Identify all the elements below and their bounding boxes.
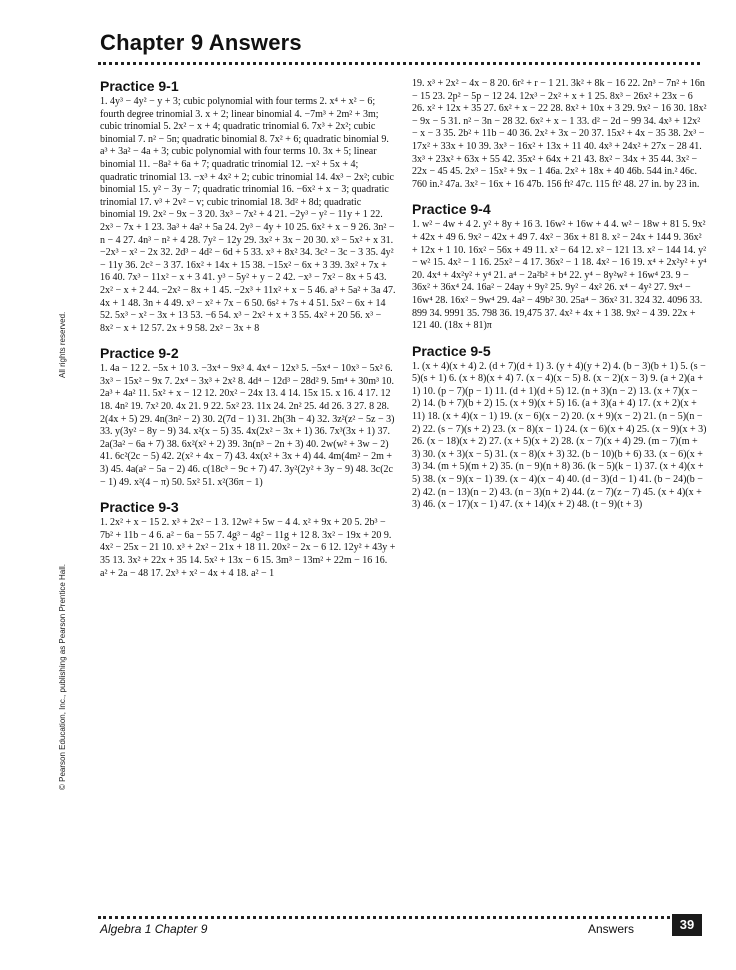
page-title: Chapter 9 Answers bbox=[100, 30, 302, 55]
practice-9-1-answers: 1. 4y³ − 4y² − y + 3; cubic polynomial with four terms 2. x⁴ + x² − 6; fourth degree trinomial 3. x + 2; linear binomial 4. −7m³ + 2m² + 3m; cubic trinomial 5. 2x² − x + 4; quadratic trinomial 6. 7x³ + 2x²; cubic binomial 7. n² − 5n; quadratic binomial 8. 7x² + 6; quadratic binomial 9. a³ + 3a² − 4a + 3; cubic polynomial with four terms 10. 3x + 5; linear binomial 11. −8a² + 6a + 7; quadratic trinomial 12. −x² + 5x + 4; quadratic trinomial 13. −x³ + 4x² + 2; cubic trinomial 14. 4x³ − 2x²; cubic binomial 15. y² − 3y − 7; quadratic trinomial 16. −6x² + x − 3; quadratic trinomial 17. v³ + 2v² − v; cubic trinomial 18. 3d² + 8d; quadratic binomial 19. 2x² − 9x − 3 20. 3x³ − 7x² + 4 21. −2y³ − y² − 11y + 1 22. 2x³ − 7x + 1 23. 3a³ + 4a² + 5a 24. 2y³ − 4y + 10 25. 6x² + x − 9 26. 3n² − n − 4 27. 4n³ − n² + 4 28. 7y² − 12y 29. 3x² + 3x − 20 30. x³ − 5x² + x 31. −2x³ − x² − 2x 32. 2d³ − 4d² − 6d + 5 33. x³ + 8x² 34. 3c² − 3c − 3 35. 4y² − 11y 36. 2c² − 3 37. 16x² + 14x + 15 38. −15x² − 6x + 3 39. 3x² + 7x + 16 40. 7x³ − 11x² − x + 3 41. y³ − 5y² + y − 2 42. −x³ − 7x² − 8x + 5 43. 2x² − x + 2 44. −2x² − 8x + 1 45. −2x³ + 11x² + x − 5 46. a³ + 5a² + 3a 47. 4x + 1 48. 3n + 4 49. x³ − x² + 7x − 6 50. 6s² + 7s + 4 51. 5x² − 6x + 14 52. 5x³ − x² − 3x + 13 53. −6 54. x³ − 2x² + x + 3 55. 4x² + 20 56. x³ − 8x² − x + 12 57. 2x + 9 58. 2x² − 3x + 8 bbox=[100, 96, 396, 334]
top-dotted-rule bbox=[98, 62, 700, 65]
practice-9-4-section bbox=[412, 201, 707, 332]
practice-9-3-answers: 1. 2x² + x − 15 2. x³ + 2x² − 1 3. 12w² + 5w − 4 4. x² + 9x + 20 5. 2b³ − 7b² + 11b − 4 6. a² − 6a − 55 7. 4g³ − 4g² − 11g + 12 8. 3x² − 19x + 20 9. 4x² − 25x − 21 10. x³ + 2x² − 21x + 18 11. 20x² − 2x − 6 12. 12y² + 43y + 35 13. 3x² + 22x + 35 14. 5x² + 13x − 6 15. 3m³ − 13m² + 22m − 16 16. a² + 2a − 48 17. 2x³ + x² − 4x + 4 18. a² − 1 bbox=[100, 517, 396, 579]
practice-9-1-heading: Practice 9-1 bbox=[100, 78, 179, 94]
practice-9-4-heading: Practice 9-4 bbox=[412, 201, 491, 218]
practice-9-2-section bbox=[100, 345, 396, 489]
practice-9-4-answers: 1. w² − 4w + 4 2. y² + 8y + 16 3. 16w² + 16w + 4 4. w² − 18w + 81 5. 9x² + 42x + 49 6. 9x² − 42x + 49 7. 4x² − 36x + 81 8. x² − 24x + 144 9. 36x² + 12x + 1 10. 16x² − 56x + 49 11. x² − 64 12. x² − 121 13. x² − 144 14. y² − w² 15. 4x² − 1 16. 25x² − 4 17. 36x² − 1 18. 4x² − 16 19. x⁴ + 2x²y² + y⁴ 20. 4x⁴ + 4x²y² + y⁴ 21. a⁴ − 2a²b² + b⁴ 22. y⁴ − 8y²w² + 16w⁴ 23. 9 − 36x² + 36x⁴ 24. 16a² − 24ay + 9y² 25. 9y² − 4x² 26. x⁴ − 4y² 27. 9x⁴ − 16w⁴ 28. 16x² − 9w⁴ 29. 4a² − 49b² 30. 25a⁴ − 36x² 31. 324 32. 4096 33. 899 34. 9991 35. 798 36. 19,475 37. 4x² + 4x + 1 38. 9x² − 4 39. 22x + 121 40. (18x + 81)π bbox=[412, 219, 707, 332]
practice-9-3-heading: Practice 9-3 bbox=[100, 499, 179, 516]
right-column bbox=[412, 78, 707, 522]
practice-9-3-section bbox=[100, 499, 396, 580]
practice-9-5-answers: 1. (x + 4)(x + 4) 2. (d + 7)(d + 1) 3. (y + 4)(y + 2) 4. (b − 3)(b + 1) 5. (s − 5)(s + 1) 6. (x + 8)(x + 4) 7. (x − 4)(x − 5) 8. (x − 2)(x − 3) 9. (a + 2)(a + 1) 10. (p − 7)(p − 1) 11. (d + 1)(d + 5) 12. (n + 3)(n − 2) 13. (x + 7)(x − 2) 14. (b + 7)(b + 2) 15. (x + 9)(x + 5) 16. (a + 3)(a + 4) 17. (x + 2)(x + 11) 18. (x + 4)(x − 1) 19. (x − 6)(x − 2) 20. (x + 9)(x − 2) 21. (n − 5)(n − 2) 22. (s − 7)(s + 2) 23. (x − 8)(x − 1) 24. (x − 6)(x + 4) 25. (x − 9)(x + 3) 26. (x − 18)(x + 2) 27. (x + 5)(x + 2) 28. (x − 7)(x + 4) 29. (m − 7)(m + 3) 30. (x + 3)(x − 5) 31. (x − 8)(x + 3) 32. (b − 10)(b + 6) 33. (x − 6)(x + 3) 34. (m + 5)(m + 2) 35. (n − 9)(n + 8) 36. (k − 5)(k − 1) 37. (x + 4)(x + 5) 38. (x − 9)(x − 1) 39. (x − 4)(x − 4) 40. (d − 3)(d − 1) 41. (b − 24)(b − 2) 42. (n − 13)(n − 2) 43. (n − 3)(n + 2) 44. (z − 7)(z − 7) 45. (x + 4)(x + 3) 46. (x − 17)(x − 1) 47. (x + 14)(x + 2) 48. (t − 9)(t + 3) bbox=[412, 360, 707, 511]
practice-9-2-heading: Practice 9-2 bbox=[100, 345, 179, 362]
practice-9-5-section bbox=[412, 343, 707, 512]
practice-9-1-section bbox=[100, 78, 396, 335]
practice-9-2-answers: 1. 4a − 12 2. −5x + 10 3. −3x⁴ − 9x³ 4. 4x⁴ − 12x³ 5. −5x⁴ − 10x³ − 5x² 6. 3x³ − 15x² − 9x 7. 2x⁴ − 3x³ + 2x² 8. 4d⁴ − 12d³ − 28d² 9. 5m⁴ + 30m³ 10. 2a³ + 4a² 11. 5x² + x − 12 12. 20x² − 24x 13. 4 14. 15x 15. x 16. 4 17. 12 18. 4n² 19. 7x² 20. 4x 21. 9 22. 5x² 23. 11x 24. 2n² 25. 4d 26. 3 27. 8 28. 2(4x + 5) 29. 4n(3n² − 2) 30. 2(7d − 1) 31. 2h(3h − 4) 32. 3z²(z² − 5z − 3) 33. y(3y² − 8y − 9) 34. x²(x − 5) 35. 4x(2x² − 3x + 1) 36. 7x³(3x + 1) 37. 2a(3a² − 6a + 7) 38. 6x²(x² + 2) 39. 3n(n³ − 2n + 3) 40. 2w(w² + 3w − 2) 41. 6c²(2c − 5) 42. 2(x² + 4x − 7) 43. 4x(x² + 3x + 4) 44. 4m(4m² − 2m + 3) 45. 4a(a² − 5a − 2) 46. c(18c³ − 9c + 7) 47. 3y²(2y² + 3y − 9) 48. 3c(2c − 1) 49. x²(4 − π) 50. 5x² 51. x²(36π − 1) bbox=[100, 363, 395, 488]
publisher-note: © Pearson Education, Inc., publishing as Pearson Prentice Hall. bbox=[58, 563, 67, 790]
page-number: 39 bbox=[672, 914, 702, 936]
rights-note: All rights reserved. bbox=[58, 311, 67, 378]
practice-9-5-heading: Practice 9-5 bbox=[412, 342, 491, 359]
footer-section-label: Answers bbox=[588, 922, 635, 936]
left-column bbox=[100, 78, 396, 590]
practice-9-3-continued bbox=[412, 78, 707, 191]
practice-9-3-answers-continued: 19. x³ + 2x² − 4x − 8 20. 6r² + r − 1 21. 3k² + 8k − 16 22. 2n³ − 7n² + 16n − 15 23. 2p² − 5p − 12 24. 12x³ − 2x² + x + 1 25. 8x³ − 26x² + 23x − 6 26. x² + 12x + 35 27. 6x² + x − 22 28. 8x² + 10x + 3 29. 9x² − 16 30. 18x² − 9x − 5 31. n² − 3n − 28 32. 6x² + x − 1 33. d² − 2d − 99 34. 4x³ + 12x² − x − 3 35. 2b² + 11b − 40 36. 2x² + 3x − 20 37. 15x² + 4x − 35 38. 2x³ − 17x² + 33x + 10 39. 3x³ − 16x² + 13x + 11 40. 4x³ + 24x² + 27x − 28 41. 3x³ + 23x² + 63x + 55 42. 35x² + 64x + 21 43. 8x² − 34x + 35 44. 3x² − 22x − 45 45. 2x³ − 15x² + 9x − 1 46a. 2x² + 18x + 40 46b. 544 in.² 46c. 760 in.² 47a. 3x² − 16x + 16 47b. 156 ft² 47c. 115 ft² 48. 27 in. by 23 in. bbox=[412, 78, 707, 190]
footer-book-title: Algebra 1 Chapter 9 bbox=[100, 922, 208, 936]
bottom-dotted-rule bbox=[98, 916, 700, 919]
